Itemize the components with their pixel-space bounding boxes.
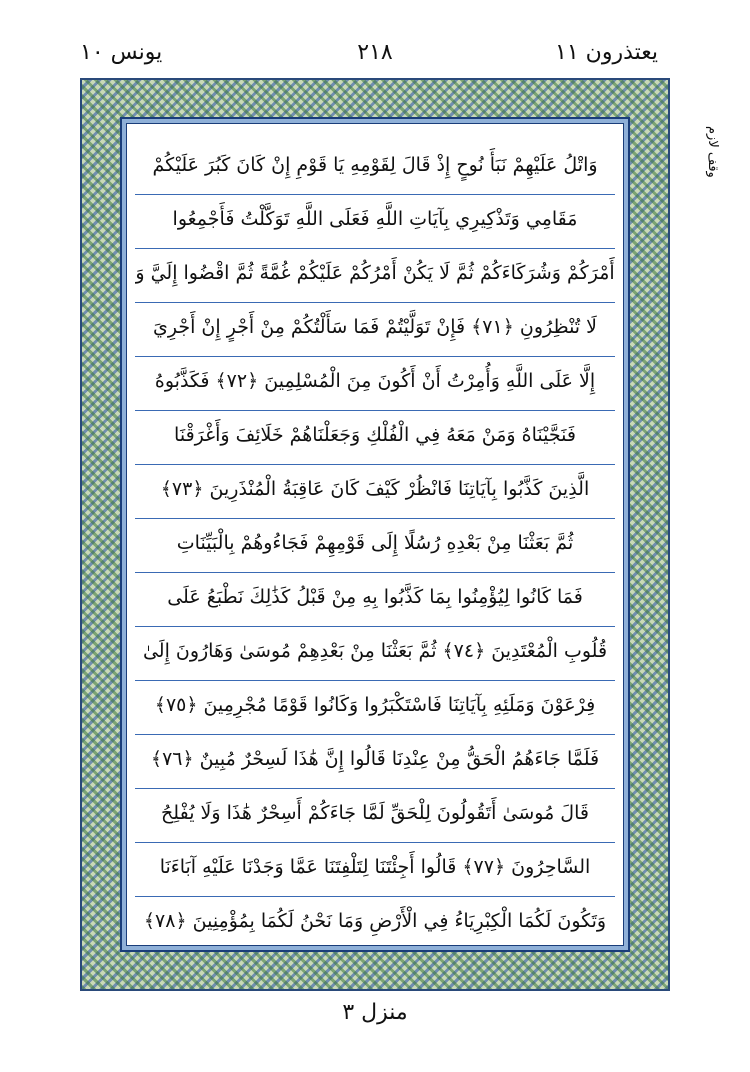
text-line-12: فَلَمَّا جَاءَهُمُ الْحَقُّ مِنْ عِنْدِنَا قَالُوا إِنَّ هَٰذَا لَسِحْرٌ مُبِينٌ ﴿٧٦﴾ (150, 748, 600, 770)
text-line-4: لَا تُنْظِرُونِ ﴿٧١﴾ فَإِنْ تَوَلَّيْتُمْ فَمَا سَأَلْتُكُمْ مِنْ أَجْرٍ إِنْ أَجْرِيَ (153, 316, 597, 338)
page-number: ٢١٨ (357, 40, 393, 65)
text-line-11: فِرْعَوْنَ وَمَلَئِهِ بِآيَاتِنَا فَاسْتَكْبَرُوا وَكَانُوا قَوْمًا مُجْرِمِينَ ﴿٧٥﴾ (154, 694, 596, 716)
margin-note: وقف لازم (705, 126, 720, 178)
text-line-2: مَقَامِي وَتَذْكِيرِي بِآيَاتِ اللَّهِ فَعَلَى اللَّهِ تَوَكَّلْتُ فَأَجْمِعُوا (172, 208, 578, 230)
inner-border-band (120, 117, 630, 952)
text-line-5: إِلَّا عَلَى اللَّهِ وَأُمِرْتُ أَنْ أَكُونَ مِنَ الْمُسْلِمِينَ ﴿٧٢﴾ فَكَذَّبُوهُ (154, 370, 596, 392)
decorative-border (80, 78, 670, 991)
manzil-label: منزل ٣ (342, 1000, 408, 1025)
text-line-14: السَّاحِرُونَ ﴿٧٧﴾ قَالُوا أَجِئْتَنَا لِتَلْفِتَنَا عَمَّا وَجَدْنَا عَلَيْهِ آبَاءَنَا (159, 856, 591, 878)
juz-title: يعتذرون ١١ (555, 40, 658, 65)
text-panel (126, 123, 624, 946)
text-line-1: وَاتْلُ عَلَيْهِمْ نَبَأَ نُوحٍ إِذْ قَالَ لِقَوْمِهِ يَا قَوْمِ إِنْ كَانَ كَبُرَ عَلَيْكُمْ (152, 154, 598, 176)
text-line-13: قَالَ مُوسَىٰ أَتَقُولُونَ لِلْحَقِّ لَمَّا جَاءَكُمْ أَسِحْرٌ هَٰذَا وَلَا يُفْلِحُ (161, 802, 589, 824)
text-line-15: وَتَكُونَ لَكُمَا الْكِبْرِيَاءُ فِي الْأَرْضِ وَمَا نَحْنُ لَكُمَا بِمُؤْمِنِينَ ﴿٧٨﴾ (143, 910, 607, 932)
text-line-10: قُلُوبِ الْمُعْتَدِينَ ﴿٧٤﴾ ثُمَّ بَعَثْنَا مِنْ بَعْدِهِمْ مُوسَىٰ وَهَارُونَ إِلَىٰ (142, 640, 608, 662)
text-line-3: أَمْرَكُمْ وَشُرَكَاءَكُمْ ثُمَّ لَا يَكُنْ أَمْرُكُمْ عَلَيْكُمْ غُمَّةً ثُمَّ اقْضُوا إِلَيَّ وَ (135, 262, 615, 284)
text-line-9: فَمَا كَانُوا لِيُؤْمِنُوا بِمَا كَذَّبُوا بِهِ مِنْ قَبْلُ كَذَٰلِكَ نَطْبَعُ عَلَى (167, 586, 583, 608)
text-line-7: الَّذِينَ كَذَّبُوا بِآيَاتِنَا فَانْظُرْ كَيْفَ كَانَ عَاقِبَةُ الْمُنْذَرِينَ ﴿٧٣﴾ (160, 478, 590, 500)
surah-title: يونس ١٠ (80, 40, 163, 65)
text-line-8: ثُمَّ بَعَثْنَا مِنْ بَعْدِهِ رُسُلًا إِلَى قَوْمِهِمْ فَجَاءُوهُمْ بِالْبَيِّنَاتِ (176, 532, 574, 554)
text-line-6: فَنَجَّيْنَاهُ وَمَنْ مَعَهُ فِي الْفُلْكِ وَجَعَلْنَاهُمْ خَلَائِفَ وَأَغْرَقْنَا (174, 424, 576, 446)
